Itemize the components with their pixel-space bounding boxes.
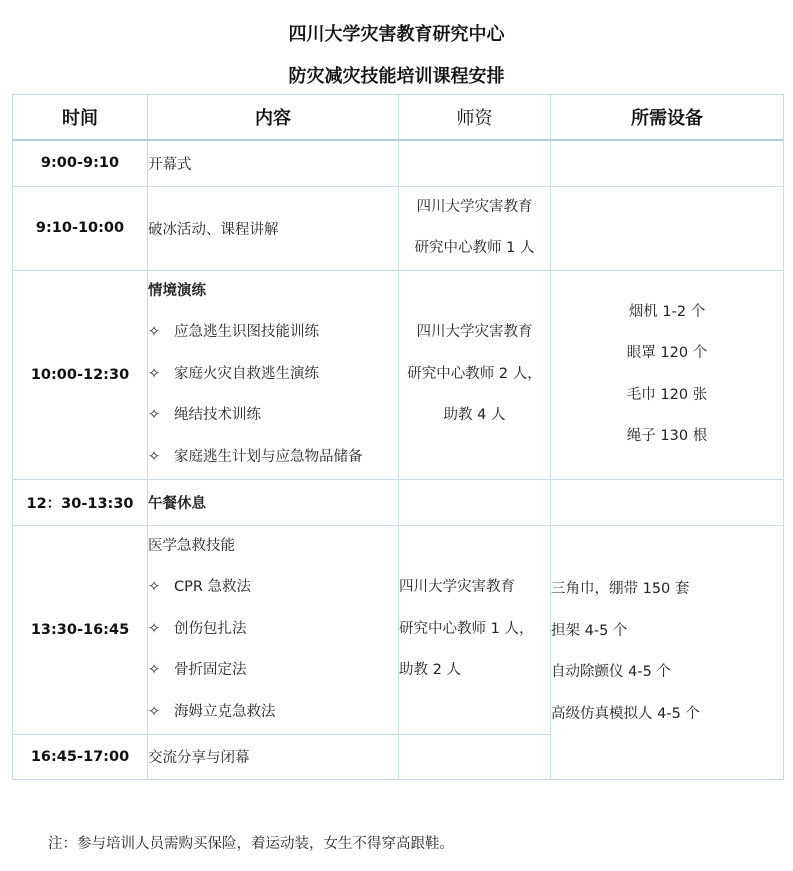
center-title: 四川大学灾害教育研究中心 [288, 24, 505, 45]
list-item: ✧ 骨折固定法 [148, 650, 398, 692]
teacher-line: 研究中心教师 2 人， [407, 365, 542, 382]
diamond-bullet-icon: ✧ [148, 365, 161, 382]
teacher-cell [399, 525, 551, 734]
teacher-cell [399, 186, 551, 270]
header-time: 时间 [13, 95, 148, 141]
diamond-bullet-icon: ✧ [148, 448, 161, 465]
table-row [13, 186, 784, 270]
header-equipment: 所需设备 [551, 95, 784, 141]
teacher-cell [399, 140, 551, 186]
teacher-cell [399, 479, 551, 525]
content-cell: 开幕式 [148, 140, 399, 186]
list-item: ✧ 海姆立克急救法 [148, 692, 398, 734]
equipment-line: 高级仿真模拟人 4-5 个 [551, 705, 700, 722]
equipment-line: 自动除颤仪 4-5 个 [551, 664, 671, 680]
equipment-line: 绳子 130 根 [626, 428, 708, 444]
equipment-line: 毛巾 120 张 [626, 386, 708, 403]
content-heading: 医学急救技能 [148, 537, 235, 554]
schedule-title: 防灾减灾技能培训课程安排 [288, 66, 505, 87]
time-cell: 16:45-17:00 [13, 734, 148, 779]
time-cell: 10:00-12:30 [13, 270, 148, 479]
diamond-bullet-icon: ✧ [148, 662, 161, 679]
content-cell: 破冰活动、课程讲解 [148, 186, 399, 270]
equipment-line: 三角巾，绷带 150 套 [551, 581, 690, 597]
content-heading: 情境演练 [148, 282, 206, 299]
content-cell: 交流分享与闭幕 [148, 734, 399, 779]
teacher-line: 四川大学灾害教育 [416, 198, 533, 215]
diamond-bullet-icon: ✧ [148, 324, 161, 341]
list-item: ✧ 绳结技术训练 [148, 395, 398, 437]
header-row [13, 95, 784, 141]
time-cell: 9:00-9:10 [13, 140, 148, 186]
list-item: ✧ 创伤包扎法 [148, 609, 398, 651]
equipment-cell [551, 186, 784, 270]
diamond-bullet-icon: ✧ [148, 579, 161, 596]
header-content: 内容 [148, 95, 399, 141]
footnote: 注：参与培训人员需购买保险，着运动装，女生不得穿高跟鞋。 [48, 836, 454, 852]
equipment-cell [551, 270, 784, 479]
table-row [13, 140, 784, 186]
teacher-line: 研究中心教师 1 人 [414, 240, 535, 256]
content-cell [148, 525, 399, 734]
content-cell [148, 270, 399, 479]
diamond-bullet-icon: ✧ [148, 620, 161, 637]
schedule-table [12, 94, 784, 780]
header-teacher: 师资 [399, 95, 551, 141]
table-row [13, 525, 784, 734]
table-row [13, 479, 784, 525]
list-item: ✧ 应急逃生识图技能训练 [148, 312, 398, 354]
equipment-line: 担架 4-5 个 [551, 622, 628, 639]
diamond-bullet-icon: ✧ [148, 407, 161, 424]
time-cell: 13:30-16:45 [13, 525, 148, 734]
list-item: ✧ 家庭火灾自救逃生演练 [148, 354, 398, 396]
equipment-cell [551, 479, 784, 525]
list-item: ✧ 家庭逃生计划与应急物品储备 [148, 437, 398, 479]
list-item: ✧ CPR 急救法 [148, 567, 398, 609]
teacher-line: 四川大学灾害教育 [399, 579, 515, 596]
equipment-line: 烟机 1-2 个 [628, 303, 706, 320]
teacher-line: 研究中心教师 1 人， [399, 620, 534, 637]
equipment-line: 眼罩 120 个 [626, 345, 708, 361]
equipment-cell [551, 525, 784, 779]
time-cell: 9:10-10:00 [13, 186, 148, 270]
table-row [13, 270, 784, 479]
teacher-line: 助教 2 人 [399, 662, 461, 679]
teacher-cell [399, 270, 551, 479]
content-cell: 午餐休息 [148, 479, 399, 525]
teacher-cell [399, 734, 551, 779]
diamond-bullet-icon: ✧ [148, 703, 161, 720]
teacher-line: 四川大学灾害教育 [416, 324, 533, 341]
time-cell: 12：30-13:30 [13, 479, 148, 525]
teacher-line: 助教 4 人 [443, 407, 506, 424]
equipment-cell [551, 140, 784, 186]
